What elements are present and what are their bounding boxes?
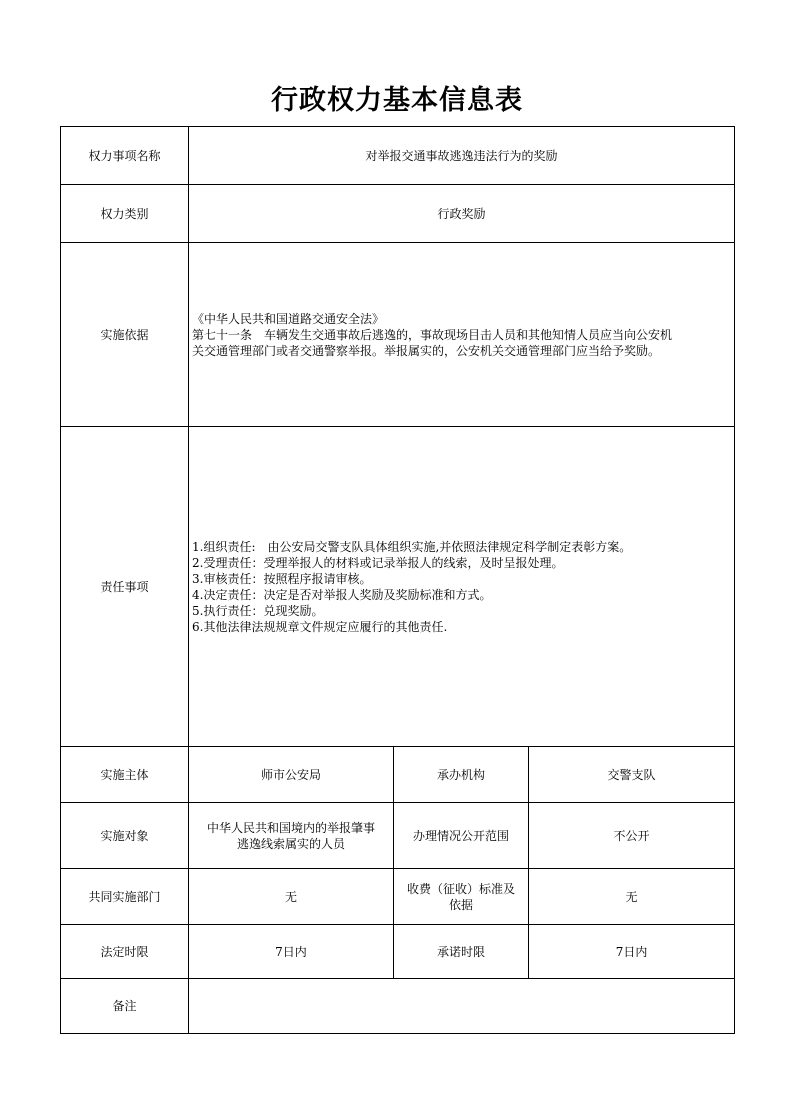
value-target (189, 803, 394, 869)
label-basis: 实施依据 (61, 243, 189, 427)
page-title: 行政权力基本信息表 (271, 85, 523, 116)
value-power-category: 行政奖励 (189, 185, 735, 243)
label-handling-org: 承办机构 (394, 747, 529, 803)
basis-line: 关交通管理部门或者交通警察举报。举报属实的，公安机关交通管理部门应当给予奖励。 (192, 343, 661, 358)
label-power-category: 权力类别 (61, 185, 189, 243)
value-remark (189, 979, 735, 1034)
label-joint-dept: 共同实施部门 (61, 869, 189, 925)
row-power-name (61, 127, 735, 185)
row-time-limit (61, 925, 735, 979)
value-duties (189, 427, 735, 747)
label-promised-time: 承诺时限 (394, 925, 529, 979)
label-duties: 责任事项 (61, 427, 189, 747)
label-fee-standard (394, 869, 529, 925)
row-subject (61, 747, 735, 803)
fee-label-line: 收费（征收）标准及 (406, 881, 515, 896)
label-remark: 备注 (61, 979, 189, 1034)
duty-line: 5.执行责任：兑现奖励。 (192, 603, 324, 618)
label-legal-time: 法定时限 (61, 925, 189, 979)
value-power-name: 对举报交通事故逃逸违法行为的奖励 (189, 127, 735, 185)
duty-line: 1.组织责任: 由公安局交警支队具体组织实施,并依照法律规定科学制定表彰方案。 (192, 539, 632, 554)
value-subject: 师市公安局 (189, 747, 394, 803)
duty-line: 6.其他法律法规规章文件规定应履行的其他责任. (192, 619, 448, 634)
row-target (61, 803, 735, 869)
value-joint-dept: 无 (189, 869, 394, 925)
row-joint (61, 869, 735, 925)
fee-label-line: 依据 (448, 897, 473, 912)
label-target: 实施对象 (61, 803, 189, 869)
value-handling-org: 交警支队 (529, 747, 735, 803)
value-legal-time: 7日内 (189, 925, 394, 979)
info-table (60, 126, 735, 1034)
row-basis (61, 243, 735, 427)
label-disclosure-scope: 办理情况公开范围 (394, 803, 529, 869)
duty-line: 4.决定责任：决定是否对举报人奖励及奖励标准和方式。 (192, 587, 492, 602)
target-line: 中华人民共和国境内的举报肇事 (206, 820, 375, 835)
row-duties (61, 427, 735, 747)
value-basis (189, 243, 735, 427)
target-line: 逃逸线索属实的人员 (236, 836, 345, 851)
label-power-name: 权力事项名称 (61, 127, 189, 185)
value-disclosure-scope: 不公开 (529, 803, 735, 869)
duty-line: 2.受理责任：受理举报人的材料或记录举报人的线索，及时呈报处理。 (192, 555, 564, 570)
row-remark (61, 979, 735, 1034)
basis-line: 《中华人民共和国道路交通安全法》 (192, 311, 385, 326)
label-subject: 实施主体 (61, 747, 189, 803)
value-fee-standard: 无 (529, 869, 735, 925)
basis-line: 第七十一条 车辆发生交通事故后逃逸的，事故现场目击人员和其他知情人员应当向公安机 (192, 327, 673, 342)
duty-line: 3.审核责任：按照程序报请审核。 (192, 571, 372, 586)
value-promised-time: 7日内 (529, 925, 735, 979)
row-power-category (61, 185, 735, 243)
